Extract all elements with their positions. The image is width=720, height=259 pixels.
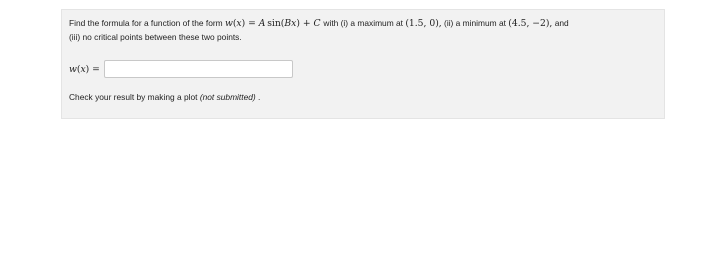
- condition-min-label: (ii) a minimum at: [444, 18, 506, 28]
- question-text: [69, 17, 663, 44]
- answer-label: w(x) =: [69, 63, 100, 75]
- answer-row: [69, 59, 293, 79]
- check-note-emphasis: (not submitted): [199, 92, 256, 102]
- problem-panel: [61, 9, 665, 119]
- check-note-text: Check your result by making a plot: [69, 92, 198, 102]
- max-point: (1.5, 0),: [405, 18, 442, 29]
- question-intro: Find the formula for a function of the form: [69, 18, 223, 28]
- min-point: (4.5, −2),: [508, 18, 553, 29]
- check-note: [69, 91, 260, 103]
- function-form-formula: w(x) = A sin(Bx) + C: [224, 18, 321, 29]
- answer-input[interactable]: [104, 60, 293, 78]
- condition-max-label: with (i) a maximum at: [323, 18, 403, 28]
- check-note-end: .: [258, 92, 261, 102]
- condition-and: and: [554, 18, 569, 28]
- condition-no-critical: (iii) no critical points between these two points.: [69, 31, 242, 42]
